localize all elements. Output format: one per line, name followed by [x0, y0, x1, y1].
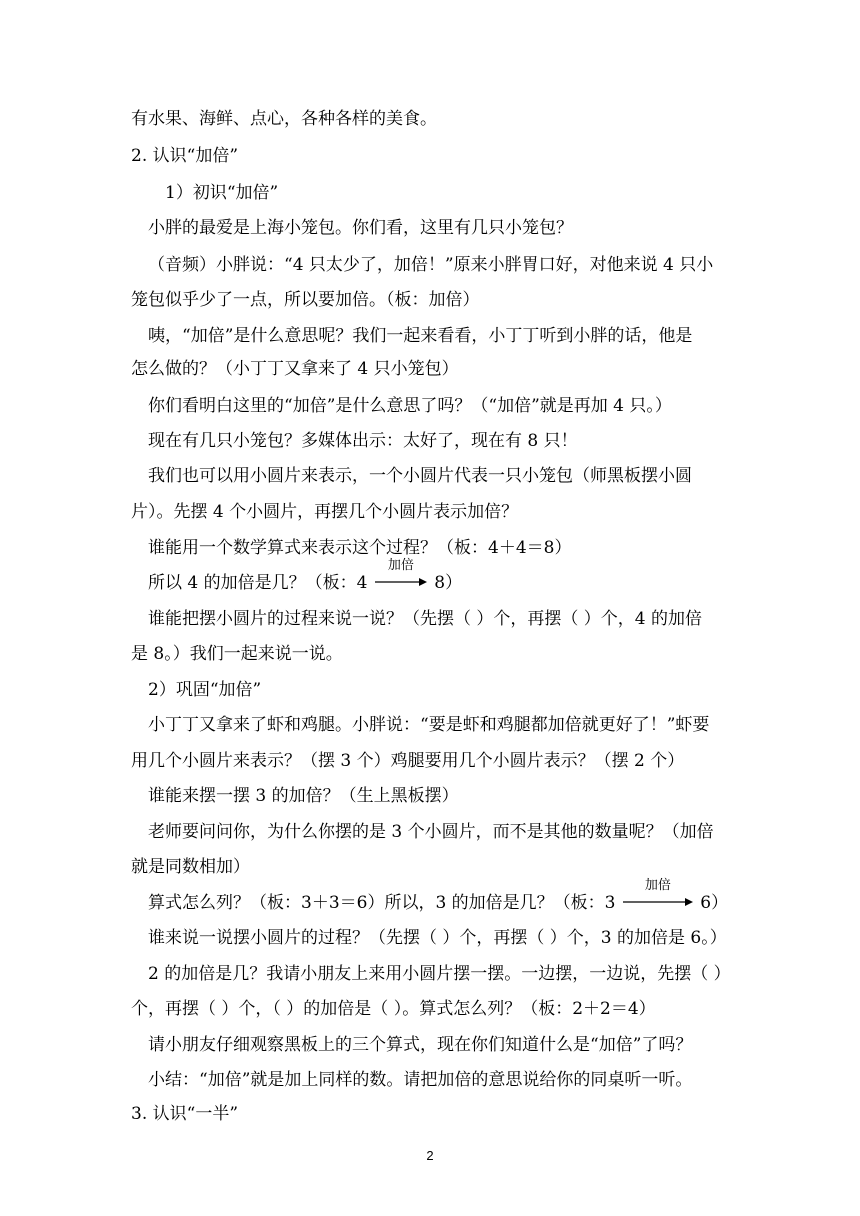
paragraph-line: 用几个小圆片来表示？（摆 3 个）鸡腿要用几个小圆片表示？（摆 2 个） [131, 751, 685, 771]
paragraph-line: 个，再摆（ ）个，（ ）的加倍是（ ）。算式怎么列？（板：2＋2＝4） [131, 999, 656, 1019]
paragraph-line: 有水果、海鲜、点心，各种各样的美食。 [131, 109, 437, 129]
paragraph-line: 请小朋友仔细观察黑板上的三个算式，现在你们知道什么是“加倍”了吗？ [148, 1035, 693, 1055]
right-arrow-icon [375, 576, 427, 588]
paragraph-line: 就是同数相加） [131, 857, 250, 877]
formula-line [148, 878, 748, 913]
paragraph-line: 老师要问问你，为什么你摆的是 3 个小圆片，而不是其他的数量呢？（加倍 [148, 822, 714, 842]
paragraph-line: 怎么做的？（小丁丁又拿来了 4 只小笼包） [131, 359, 459, 379]
arrow-label: 加倍 [387, 558, 414, 573]
paragraph-line: （音频）小胖说：“4 只太少了，加倍！”原来小胖胃口好，对他来说 4 只小 [148, 255, 714, 275]
right-arrow-icon [623, 896, 693, 908]
arrow-label: 加倍 [644, 878, 671, 893]
paragraph-line: 2 的加倍是几？我请小朋友上来用小圆片摆一摆。一边摆，一边说，先摆（ ） [148, 964, 731, 984]
formula-text-before: 算式怎么列？（板：3＋3＝6）所以，3 的加倍是几？（板：3 [148, 893, 621, 913]
paragraph-line: 片）。先摆 4 个小圆片，再摆几个小圆片表示加倍？ [131, 502, 519, 522]
double-arrow [375, 558, 427, 593]
paragraph-line: 小结：“加倍”就是加上同样的数。请把加倍的意思说给你的同桌听一听。 [148, 1070, 693, 1090]
formula-text-after: 6） [694, 893, 729, 913]
subsection-heading: 2）巩固“加倍” [148, 680, 262, 700]
page-number: 2 [426, 1148, 434, 1163]
formula-text-before: 所以 4 的加倍是几？（板：4 [148, 573, 373, 593]
paragraph-line: 现在有几只小笼包？多媒体出示：太好了，现在有 8 只！ [148, 431, 578, 451]
double-arrow [623, 878, 693, 913]
paragraph-line: 是 8。）我们一起来说一说。 [131, 644, 343, 664]
paragraph-line: 小胖的最爱是上海小笼包。你们看，这里有几只小笼包？ [148, 218, 573, 238]
paragraph-line: 小丁丁又拿来了虾和鸡腿。小胖说：“要是虾和鸡腿都加倍就更好了！”虾要 [148, 715, 710, 735]
section-heading: 2. 认识“加倍” [131, 146, 239, 166]
paragraph-line: 谁能来摆一摆 3 的加倍？（生上黑板摆） [148, 786, 459, 806]
section-heading: 3. 认识“一半” [131, 1104, 239, 1124]
paragraph-line: 你们看明白这里的“加倍”是什么意思了吗？（“加倍”就是再加 4 只。） [148, 396, 672, 416]
paragraph-line: 咦，“加倍”是什么意思呢？我们一起来看看，小丁丁听到小胖的话，他是 [148, 326, 693, 346]
paragraph-line: 谁能用一个数学算式来表示这个过程？（板：4＋4＝8） [148, 538, 572, 558]
paragraph-line: 笼包似乎少了一点，所以要加倍。（板：加倍） [131, 290, 480, 310]
formula-text-after: 8） [428, 573, 463, 593]
formula-line [148, 558, 748, 593]
subsection-heading: 1）初识“加倍” [165, 183, 279, 203]
paragraph-line: 谁能把摆小圆片的过程来说一说？（先摆（ ）个，再摆（ ）个，4 的加倍 [148, 609, 703, 629]
paragraph-line: 谁来说一说摆小圆片的过程？（先摆（ ）个，再摆（ ）个，3 的加倍是 6。） [148, 928, 727, 948]
paragraph-line: 我们也可以用小圆片来表示，一个小圆片代表一只小笼包（师黑板摆小圆 [148, 466, 692, 486]
